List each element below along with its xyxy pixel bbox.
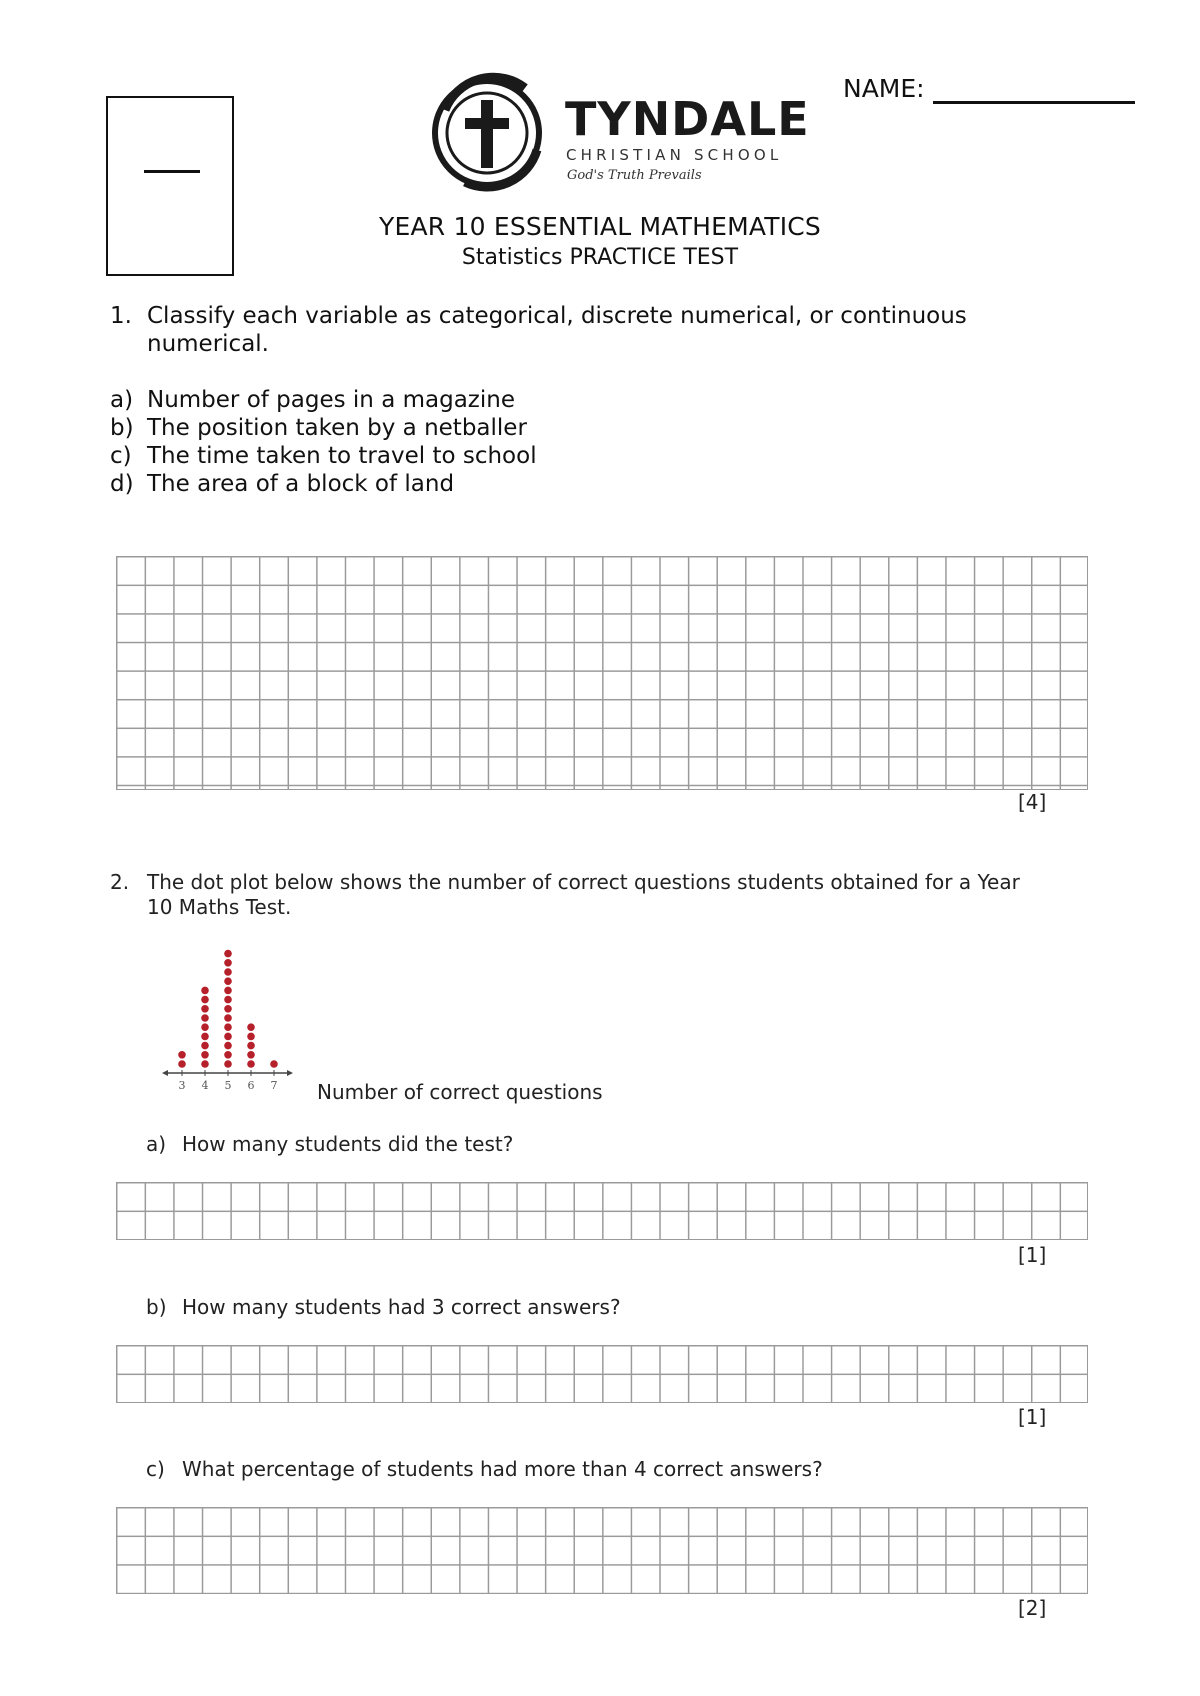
logo-wordmark: TYNDALE (565, 92, 810, 146)
data-dot (201, 996, 209, 1004)
logo-motto: God's Truth Prevails (567, 168, 702, 183)
data-dot (224, 968, 232, 976)
question-text-line: Classify each variable as categorical, discrete numerical, or continuous (147, 303, 967, 329)
tick-label: 5 (224, 1079, 232, 1092)
axis-arrow-right (287, 1070, 293, 1076)
data-dot (224, 1014, 232, 1022)
school-logo (425, 70, 810, 195)
data-dot (247, 1051, 255, 1059)
name-label: NAME: (843, 74, 925, 103)
question-number: 1. (110, 303, 132, 329)
part-text: The time taken to travel to school (147, 443, 537, 469)
data-dot (224, 1042, 232, 1050)
data-dot (201, 1033, 209, 1041)
part-text: The position taken by a netballer (147, 415, 527, 441)
data-dot (224, 977, 232, 985)
data-dot (201, 1014, 209, 1022)
part-text: How many students had 3 correct answers? (182, 1295, 621, 1319)
score-box-dash (144, 170, 200, 173)
name-field-line[interactable] (933, 101, 1135, 104)
page-subtitle: Statistics PRACTICE TEST (461, 245, 739, 270)
data-dot (224, 987, 232, 995)
data-dot (201, 1060, 209, 1068)
data-dot (224, 1023, 232, 1031)
data-dot (224, 1005, 232, 1013)
tick-label: 7 (270, 1079, 278, 1092)
part-label: c) (110, 443, 132, 469)
marks-label: [1] (1018, 1405, 1047, 1429)
data-dot (201, 1042, 209, 1050)
data-dot (201, 1005, 209, 1013)
data-dot (201, 987, 209, 995)
part-label: a) (146, 1132, 167, 1156)
question-text-line: The dot plot below shows the number of correct questions students obtained for a Year (147, 870, 1020, 894)
answer-grid-q2a[interactable] (116, 1182, 1088, 1240)
answer-grid-q2b[interactable] (116, 1345, 1088, 1403)
marks-label: [1] (1018, 1243, 1047, 1267)
part-label: b) (110, 415, 134, 441)
dot-plot-axis-label: Number of correct questions (317, 1080, 603, 1104)
question-text-line: 10 Maths Test. (147, 895, 292, 919)
part-text: The area of a block of land (147, 471, 455, 497)
part-label: b) (146, 1295, 167, 1319)
cross-emblem-icon (425, 70, 555, 195)
part-text: What percentage of students had more than 4 correct answers? (182, 1457, 823, 1481)
data-dot (178, 1060, 186, 1068)
data-dot (224, 996, 232, 1004)
data-dot (247, 1060, 255, 1068)
data-dot (247, 1023, 255, 1031)
answer-grid-q2c[interactable] (116, 1507, 1088, 1594)
part-label: a) (110, 387, 134, 413)
data-dot (247, 1033, 255, 1041)
data-dot (224, 959, 232, 967)
tick-label: 3 (178, 1079, 186, 1092)
page-title: YEAR 10 ESSENTIAL MATHEMATICS (379, 212, 821, 241)
data-dot (247, 1042, 255, 1050)
data-dot (224, 1060, 232, 1068)
data-dot (178, 1051, 186, 1059)
part-text: How many students did the test? (182, 1132, 514, 1156)
data-dot (224, 950, 232, 958)
marks-label: [2] (1018, 1596, 1047, 1620)
dot-plot (160, 945, 300, 1095)
tick-label: 4 (201, 1079, 209, 1092)
data-dot (224, 1051, 232, 1059)
data-dot (224, 1033, 232, 1041)
part-text: Number of pages in a magazine (147, 387, 515, 413)
logo-subtitle: CHRISTIAN SCHOOL (566, 146, 783, 164)
axis-arrow-left (162, 1070, 168, 1076)
question-number: 2. (110, 870, 130, 894)
data-dot (201, 1023, 209, 1031)
marks-label: [4] (1018, 790, 1047, 814)
data-dot (270, 1060, 278, 1068)
tick-label: 6 (247, 1079, 255, 1092)
part-label: d) (110, 471, 134, 497)
question-text-line: numerical. (147, 331, 269, 357)
part-label: c) (146, 1457, 165, 1481)
answer-grid-q1[interactable] (116, 556, 1088, 790)
data-dot (201, 1051, 209, 1059)
